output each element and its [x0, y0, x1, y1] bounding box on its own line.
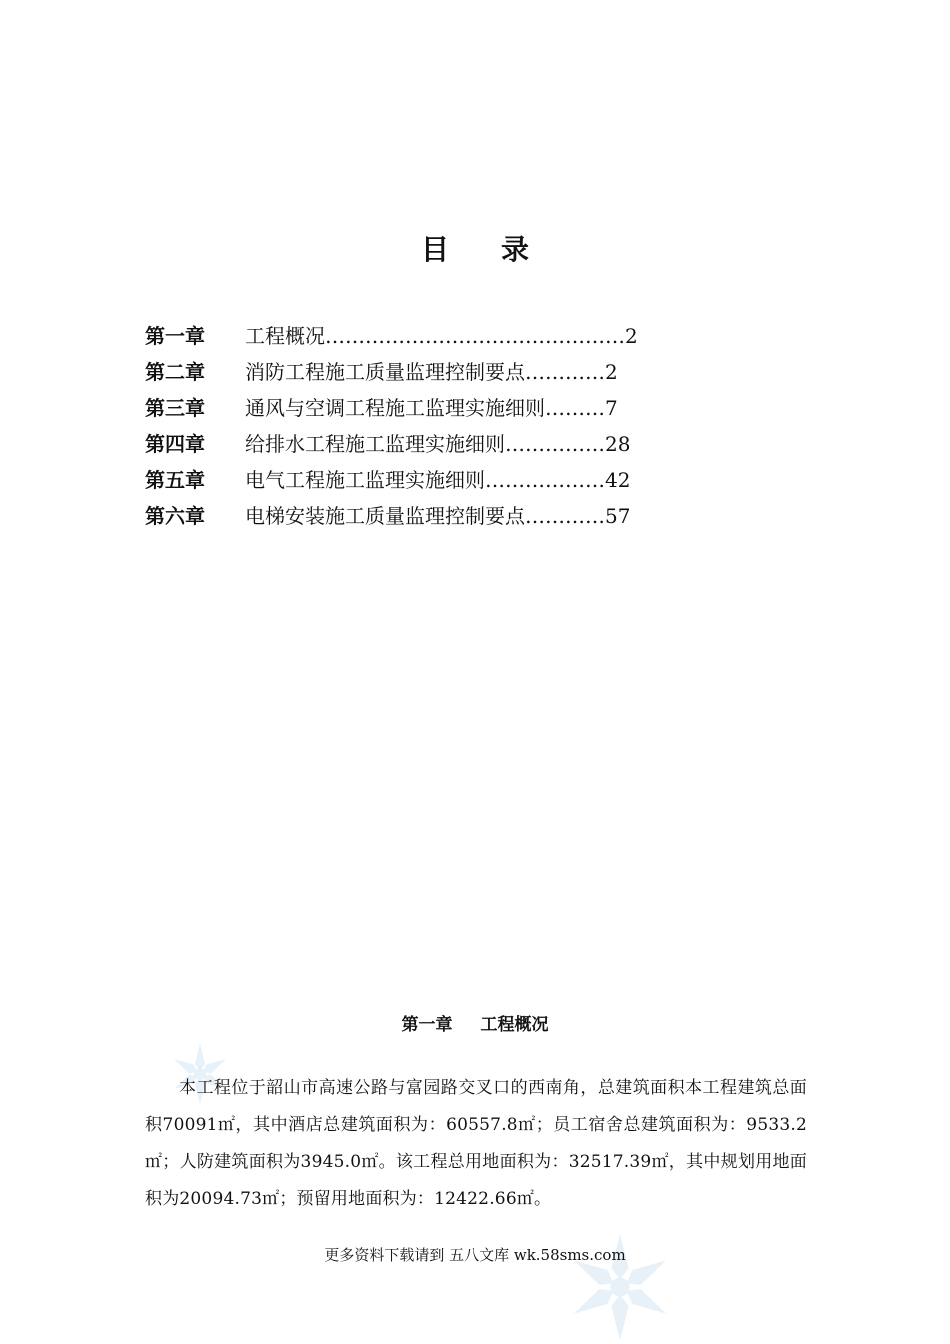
- footer-download-link[interactable]: 更多资料下载请到 五八文库 wk.58sms.com: [324, 1246, 626, 1264]
- toc-chapter-number: 第二章: [145, 360, 205, 384]
- toc-page-number: 42: [605, 468, 631, 492]
- chapter-heading: [0, 1010, 950, 1035]
- toc-leader: ………………: [485, 468, 605, 492]
- toc-leader: ……………: [505, 432, 605, 456]
- toc-title-right: 录: [501, 233, 530, 266]
- toc-entry[interactable]: [145, 390, 705, 426]
- toc-leader: ………: [545, 396, 605, 420]
- toc-leader: …………: [525, 504, 605, 528]
- toc-entry[interactable]: [145, 462, 705, 498]
- toc-leader: ………………………………………: [325, 324, 625, 348]
- toc-title-left: 目: [420, 233, 449, 266]
- toc-chapter-number: 第一章: [145, 324, 205, 348]
- toc-chapter-number: 第五章: [145, 468, 205, 492]
- toc-page-number: 7: [605, 396, 618, 420]
- toc-chapter-number: 第三章: [145, 396, 205, 420]
- toc-entry[interactable]: [145, 354, 705, 390]
- toc-page-number: 57: [605, 504, 631, 528]
- toc-list: [145, 318, 705, 534]
- toc-page-number: 28: [605, 432, 631, 456]
- toc-chapter-title: 通风与空调工程施工监理实施细则: [245, 396, 545, 420]
- chapter-title: 工程概况: [480, 1015, 549, 1035]
- toc-chapter-title: 电气工程施工监理实施细则: [245, 468, 485, 492]
- toc-entry[interactable]: [145, 318, 705, 354]
- project-overview-paragraph: 本工程位于韶山市高速公路与富园路交叉口的西南角，总建筑面积本工程建筑总面积70091㎡，其中酒店总建筑面积为：60557.8㎡；员工宿舍总建筑面积为：9533.2㎡；人防建筑面积为3945.0㎡。该工程总用地面积为：32517.39㎡，其中规划用地面积为20094.73㎡；预留用地面积为：12422.66㎡。: [145, 1078, 807, 1209]
- toc-chapter-number: 第六章: [145, 504, 205, 528]
- toc-chapter-number: 第四章: [145, 432, 205, 456]
- toc-leader: …………: [525, 360, 605, 384]
- toc-chapter-title: 给排水工程施工监理实施细则: [245, 432, 505, 456]
- toc-entry[interactable]: [145, 426, 705, 462]
- toc-title: [0, 228, 950, 268]
- toc-entry[interactable]: [145, 498, 705, 534]
- toc-chapter-title: 消防工程施工质量监理控制要点: [245, 360, 525, 384]
- chapter-number: 第一章: [401, 1015, 453, 1035]
- toc-chapter-title: 电梯安装施工质量监理控制要点: [245, 504, 525, 528]
- toc-chapter-title: 工程概况: [245, 324, 325, 348]
- toc-page-number: 2: [605, 360, 618, 384]
- toc-page-number: 2: [625, 324, 638, 348]
